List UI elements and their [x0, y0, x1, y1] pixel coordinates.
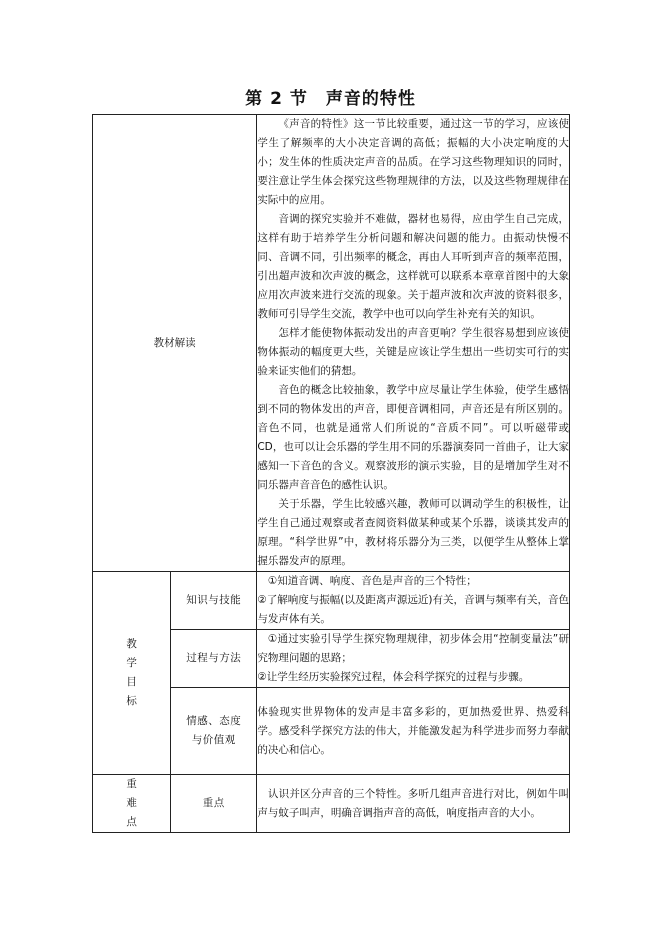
key-points-label: 重 难 点 [93, 775, 171, 833]
objective-label-attitude: 情感、态度与价值观 [171, 688, 257, 775]
objective-label-process: 过程与方法 [171, 630, 257, 688]
materials-label: 教材解读 [93, 115, 257, 572]
objectives-label: 教 学 目 标 [93, 572, 171, 775]
materials-paragraph: 怎样才能使物体振动发出的声音更响？学生很容易想到应该使物体振动的幅度更大些，关键是应该让学生想出一些切实可行的实验来证实他们的猜想。 [257, 327, 569, 377]
objective-content-process: ①通过实验引导学生探究物理规律，初步体会用“控制变量法”研究物理问题的思路； ②让学生经历实验探究过程，体会科学探究的过程与步骤。 [257, 630, 570, 688]
objective-row-knowledge [93, 572, 570, 630]
objective-label-knowledge: 知识与技能 [171, 572, 257, 630]
key-points-sub-label: 重点 [171, 775, 257, 833]
materials-paragraph: 关于乐器，学生比较感兴趣，教师可以调动学生的积极性，让学生自己通过观察或者查阅资料做某种或某个乐器，谈谈其发声的原理。“科学世界”中，教材将乐器分为三类，以便学生从整体上掌握乐器发声的原理。 [257, 498, 569, 567]
key-points-content: 认识并区分声音的三个特性。多听几组声音进行对比，例如牛叫声与蚊子叫声，明确音调指声音的高低，响度指声音的大小。 [257, 775, 570, 833]
page-title: 第 2 节 声音的特性 [245, 89, 416, 109]
objective-content-knowledge: ①知道音调、响度、音色是声音的三个特性； ②了解响度与振幅(以及距离声源远近)有关，音调与频率有关，音色与发声体有关。 [257, 572, 570, 630]
materials-paragraph: 音调的探究实验并不难做，器材也易得，应由学生自己完成，这样有助于培养学生分析问题和解决问题的能力。由振动快慢不同、音调不同，引出频率的概念，再由人耳听到声音的频率范围，引出超声波和次声波的概念，这样就可以联系本章章首图中的大象应用次声波来进行交流的现象。关于超声波和次声波的资料很多，教师可引导学生交流，教学中也可以向学生补充有关的知识。 [257, 213, 569, 320]
materials-content [257, 115, 570, 572]
materials-paragraph: 《声音的特性》这一节比较重要，通过这一节的学习，应该使学生了解频率的大小决定音调的高低；振幅的大小决定响度的大小；发生体的性质决定声音的品质。在学习这些物理知识的同时，要注意让学生体会探究这些物理规律的方法，以及这些物理规律在实际中的应用。 [257, 118, 569, 206]
key-points-row [93, 775, 570, 833]
objective-content-attitude: 体验现实世界物体的发声是丰富多彩的，更加热爱世界、热爱科学。感受科学探究方法的伟大，并能激发起为科学进步而努力奉献的决心和信心。 [257, 688, 570, 775]
materials-paragraph: 音色的概念比较抽象，教学中应尽量让学生体验，使学生感悟到不同的物体发出的声音，即便音调相同，声音还是有所区别的。音色不同，也就是通常人们所说的“音质不同”。可以听磁带或 CD，也可以让会乐器的学生用不同的乐器演奏同一首曲子，让大家感知一下音色的含义。观察波形的演示实验，目的是增加学生对不同乐器声音音色的感性认识。 [257, 384, 569, 491]
lesson-plan-table [92, 114, 570, 833]
materials-row [93, 115, 570, 572]
